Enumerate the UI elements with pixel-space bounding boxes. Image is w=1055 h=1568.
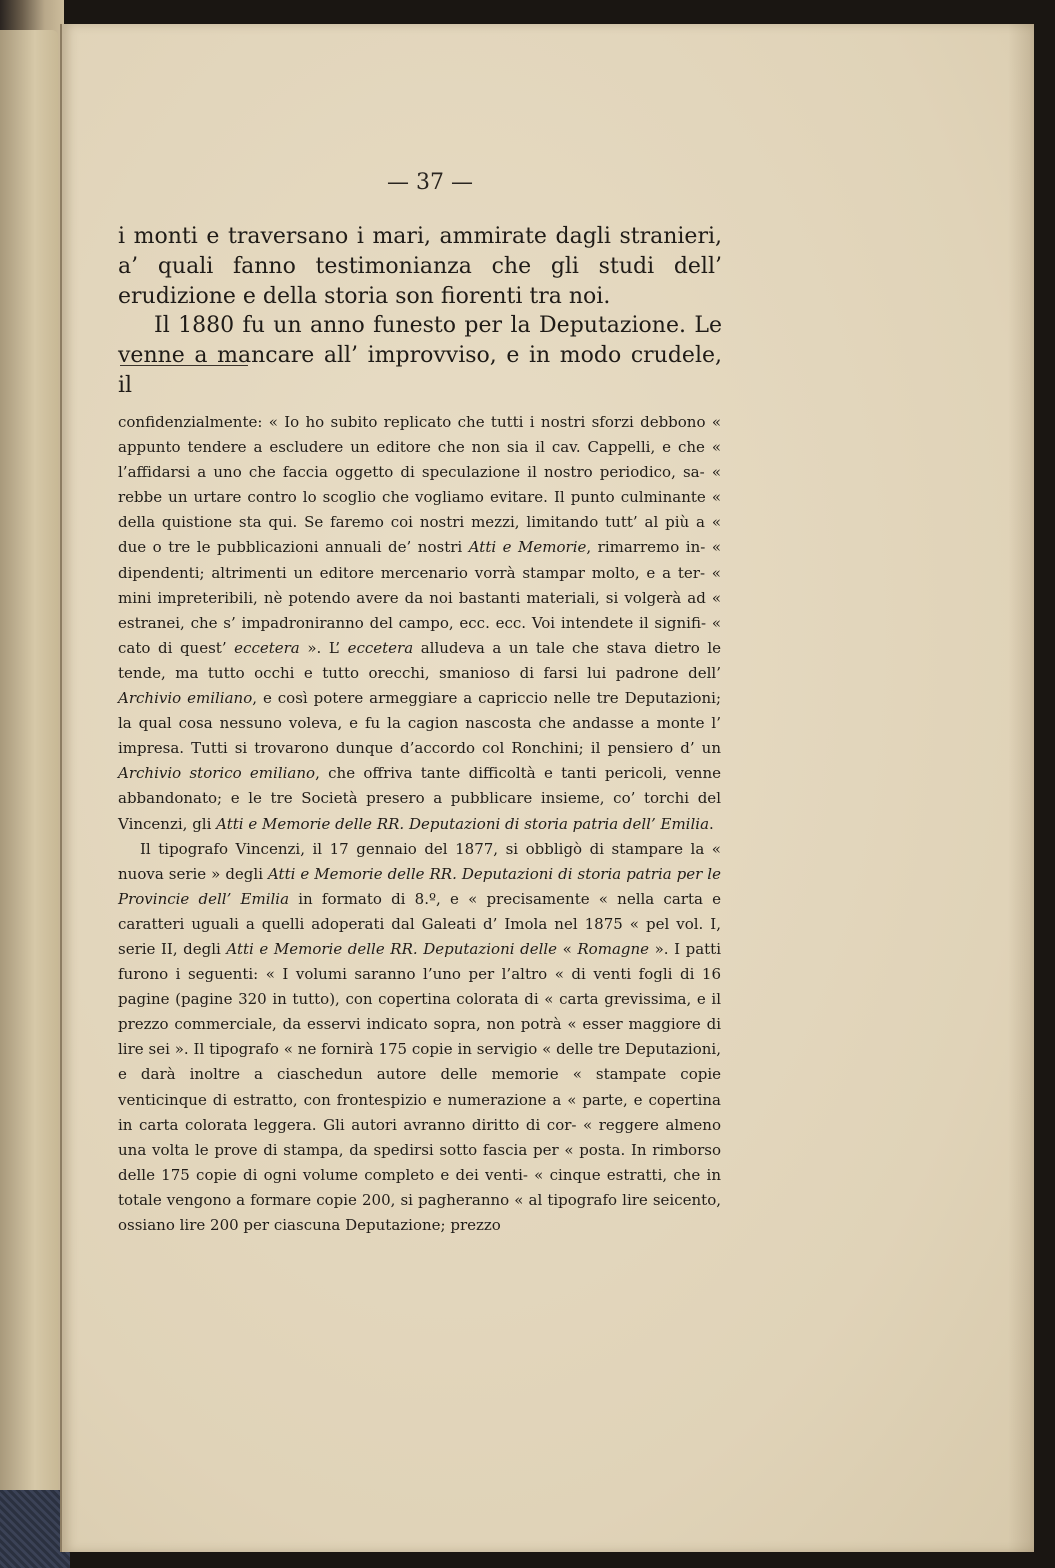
- italic-word: eccetera: [234, 638, 300, 657]
- italic-title: Atti e Memorie delle RR. Deputazioni delle: [226, 939, 558, 958]
- footnote-text: in formato di 8.º, e « precisamente « nella carta e caratteri uguali a quelli adoperati dal Galeati d’ Imola nel 1875 « pel vol. I, serie II, degli: [118, 889, 721, 958]
- footnote-text: , che offriva tante difficoltà e tanti pericoli, venne abbandonato; e le tre Società presero a pubblicare insieme, co’ torchi del Vincenzi, gli: [118, 764, 721, 833]
- page-edge-shadow: [1008, 24, 1034, 1552]
- footnote-text: alludeva a un tale che stava dietro le tende, ma tutto occhi e tutto orecchi, smanioso di farsi lui padrone dell’: [118, 638, 721, 682]
- page-number: — 37 —: [387, 170, 473, 195]
- footnote-separator: [120, 365, 248, 366]
- footnote: [118, 410, 721, 1238]
- main-paragraph-2: Il 1880 fu un anno funesto per la Deputazione. Le venne a mancare all’ improvviso, e in modo crudele, il: [118, 313, 722, 398]
- italic-title: Atti e Memorie delle RR. Deputazioni di storia patria per le Provincie dell’ Emilia: [118, 864, 721, 908]
- italic-title: Archivio storico emiliano: [118, 764, 316, 783]
- italic-word: eccetera: [347, 638, 414, 657]
- italic-title: Atti e Memorie: [468, 538, 587, 557]
- italic-title: Atti e Memorie delle RR. Deputazioni di storia patria dell’ Emilia: [216, 814, 710, 833]
- italic-title: Archivio emiliano: [118, 689, 253, 708]
- footnote-text: , e così potere armeggiare a capriccio nelle tre Deputazioni; la qual cosa nessuno voleva, e fu la cagion nascosta che andasse a monte l’ impresa. Tutti si trovarono dunque d’accordo col Ronchini; il pensiero d’ un: [118, 689, 721, 758]
- footnote-text: ». I patti furono i seguenti: « I volumi saranno l’uno per l’altro « di venti fogli di 16 pagine (pagine 320 in tutto), con copertina colorata di « carta grevissima, e il prezzo commerciale, da esservi indicato sopra, non potrà « esser maggiore di lire sei ». Il tipografo « ne fornirà 175 copie in servigio « delle tre Deputazioni, e darà inoltre a ciaschedun autore delle memorie « stampate copie venticinque di estratto, con frontespizio e numerazione a « parte, e copertina in carta colorata leggera. Gli autori avranno diritto di cor- « reggere almeno una volta le prove di stampa, da spedirsi sotto fascia per « posta. In rimborso delle 175 copie di ogni volume completo e dei venti- « cinque estratti, che in totale vengono a formare copie 200, si pagheranno « al tipografo lire seicento, ossiano lire 200 per ciascuna Deputazione; prezzo: [118, 939, 722, 1234]
- main-paragraph-1: i monti e traversano i mari, ammirate dagli stranieri, a’ quali fanno testimonianza che gli studi dell’ erudizione e della storia son fiorenti tra noi.: [118, 224, 722, 309]
- footnote-text: , rimarremo in- « dipendenti; altrimenti un editore mercenario vorrà stampar molto, e a ter- « mini impreteribili, nè potendo avere da noi bastanti materiali, si volgerà ad « estranei, che s’ impadroniranno del campo, ecc. ecc. Voi intendete il signifi- « cato di quest’: [118, 538, 722, 657]
- footnote-text: ». L’: [299, 638, 348, 657]
- footnote-paragraph-2: [118, 837, 721, 1239]
- footnote-text: .: [709, 814, 714, 833]
- footnote-text: «: [557, 939, 578, 958]
- footnote-text: confidenzialmente: « Io ho subito replicato che tutti i nostri sforzi debbono « appunto tendere a escludere un editore che non sia il cav. Cappelli, e che « l’affidarsi a uno che faccia oggetto di speculazione il nostro periodico, sa- « rebbe un urtare contro lo scoglio che vogliamo evitare. Il punto culminante « della quistione sta qui. Se faremo coi nostri mezzi, limitando tutt’ al più a « due o tre le pubblicazioni annuali de’ nostri: [118, 413, 721, 557]
- footnote-text: Il tipografo Vincenzi, il 17 gennaio del 1877, si obbligò di stampare la « nuova serie » degli: [118, 839, 721, 883]
- footnote-paragraph-1: [118, 410, 721, 837]
- italic-title: Romagne: [577, 939, 650, 958]
- left-page-edge: [0, 30, 58, 1550]
- main-text: [118, 222, 722, 401]
